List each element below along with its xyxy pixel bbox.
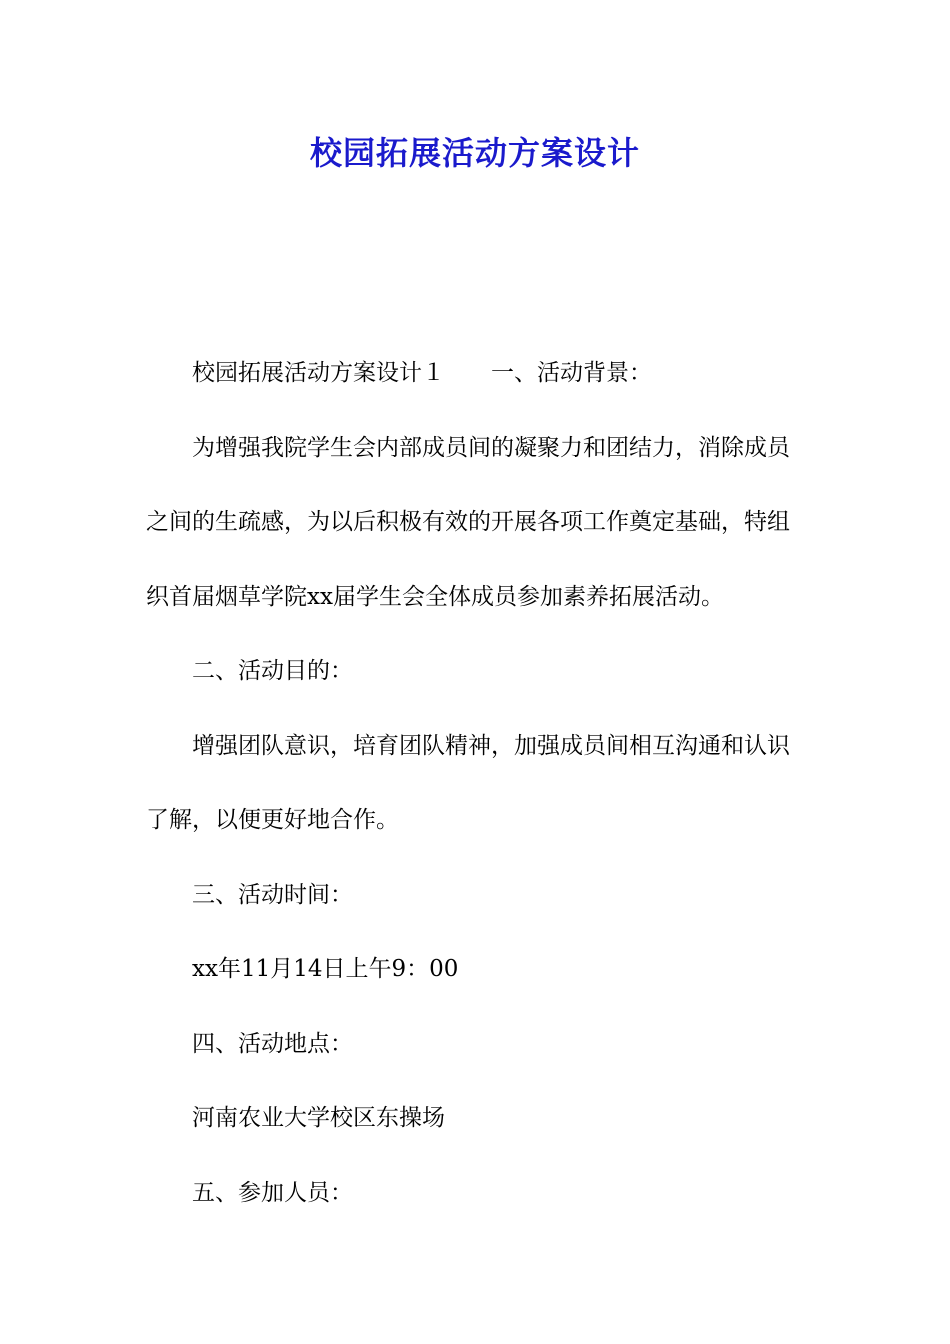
paragraph-time-heading: 三、活动时间： [192,881,353,908]
paragraph-location-text: 河南农业大学校区东操场 [192,1105,445,1131]
paragraph-background-text: 为增强我院学生会内部成员间的凝聚力和团结力，消除成员之间的生疏感，为以后积极有效的开展各项工作奠定基础，特组织首届烟草学院xx届学生会全体成员参加素养拓展活动。 [146,434,790,610]
paragraph-background-heading: 校园拓展活动方案设计１ 一、活动背景： [192,360,652,386]
document-body [146,336,810,1230]
paragraph-purpose-heading: 二、活动目的： [192,658,353,684]
paragraph-time-text: xx年11月14日上午9：00 [192,956,459,982]
paragraph-participants-heading: 五、参加人员： [192,1179,353,1206]
document-title: 校园拓展活动方案设计 [309,134,640,172]
paragraph-purpose-text: 增强团队意识，培育团队精神，加强成员间相互沟通和认识了解，以便更好地合作。 [146,732,790,833]
paragraph-location-heading: 四、活动地点： [192,1030,353,1057]
